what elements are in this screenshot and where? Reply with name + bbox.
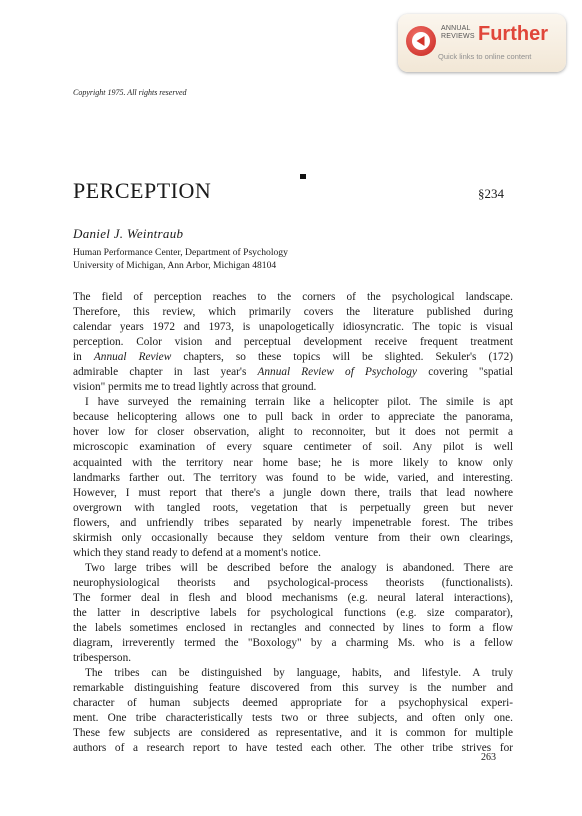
annual-reviews-bottom: REVIEWS [441,33,475,40]
body-line: authors of a research report to have tested each other. The other tribe strives for [73,742,513,755]
section-number: §234 [478,186,504,201]
body-line: skirmish only occasionally because they seldom venture from their own clearings, [73,531,513,544]
body-line: Therefore, this review, which primarily covers the literature published during [73,306,513,319]
body-line: landmarks farther out. The territory was found to be wide, varied, and interesting. [73,471,513,484]
body-line: remarkable distinguishing feature discovered from this survey is the number and [73,682,513,695]
further-badge[interactable] [398,14,566,72]
body-line: The field of perception reaches to the corners of the psychological landscape. [73,291,513,303]
body-line: the latter in descriptive labels for psychological functions (e.g. size comparator), [73,606,513,619]
article-body [73,290,513,756]
body-line: tribesperson. [73,652,132,665]
further-subtitle: Quick links to online content [438,52,532,61]
body-line: perception. Color vision and perceptual development receive frequent treatment [73,336,513,349]
further-label: Further [478,23,548,45]
body-line: neurophysiological theorists and psychological-process theorists (functionalists). [73,576,513,589]
body-line: hover low for closer observation, alight to reconnoiter, but it does not permit a [73,426,513,439]
body-line: microscopic examination of every square centimeter of soil. Any pilot is well [73,441,513,454]
play-arrow-icon [406,26,436,56]
body-line: The former deal in flesh and blood mechanisms (e.g. neural lateral interactions), [73,591,513,604]
body-line: vision" permits me to tread lightly across that ground. [73,381,317,394]
journal-name: Annual Review [93,351,172,364]
body-line: However, I must report that there's a jungle down there, trails that lead nowhere [73,486,513,499]
body-line: flowers, and unfriendly tribes separated by nearly impenetrable forest. The tribes [73,516,513,529]
body-line: because helicoptering allows one to pull back in order to appreciate the panorama, [73,411,513,424]
affiliation-line: University of Michigan, Ann Arbor, Michigan 48104 [73,260,277,271]
body-line: These few subjects are considered as representative, and it is common for multiple [73,727,513,740]
body-line: Two large tribes will be described before the analogy is abandoned. There are [85,561,513,574]
body-line: The tribes can be distinguished by language, habits, and lifestyle. A truly [85,667,513,680]
body-line: which they stand ready to defend at a moment's notice. [73,546,321,559]
body-line: calendar years 1972 and 1973, is unapologetically idiosyncratic. The topic is visual [73,321,513,334]
author-affiliation [73,246,288,272]
annual-reviews-logo [441,25,475,41]
body-line: admirable chapter in last year's Annual Review of Psychology covering "spatial [73,366,513,379]
body-line: acquainted with the territory near home base; he is more likely to know only [73,456,513,469]
body-line: in Annual Review chapters, so these topics will be slighted. Sekuler's (172) [73,351,513,364]
annual-reviews-top: ANNUAL [441,25,471,32]
article-title: PERCEPTION [73,178,212,203]
print-mark [300,174,306,179]
body-line: the labels sometimes enclosed in rectangles and connected by lines to form a flow [73,622,513,635]
body-line: ment. One tribe characteristically tests two or three subjects, and often only one. [73,712,513,725]
body-line: diagram, irreverently termed the "Boxology" by a charming Ms. who is a fellow [73,637,513,650]
body-line: overgrown with tangled roots, vegetation that is perpetually green but never [73,501,513,514]
author-name: Daniel J. Weintraub [73,226,184,241]
body-line: I have surveyed the remaining terrain like a helicopter pilot. The simile is apt [85,396,513,409]
body-line: character of human subjects deemed appropriate for a psychophysical experi- [73,697,513,710]
copyright-notice: Copyright 1975. All rights reserved [73,88,187,97]
journal-name: Annual Review of Psychology [257,366,418,379]
page-number: 263 [481,752,496,763]
affiliation-line: Human Performance Center, Department of Psychology [73,247,288,258]
